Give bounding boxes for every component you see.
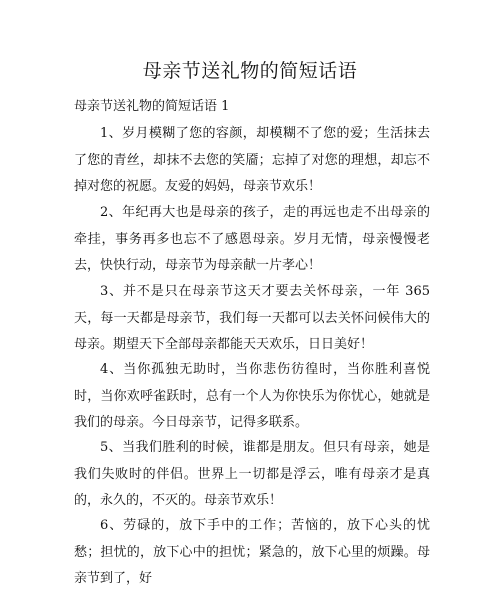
page-title: 母亲节送礼物的简短话语: [142, 60, 358, 82]
section-heading: 母亲节送礼物的简短话语 1: [74, 99, 230, 114]
paragraph-1: 1、岁月模糊了您的容颜，却模糊不了您的爱；生活抹去了您的青丝，却抹不去您的笑靥；忘掉了对您的理想，却忘不掉对您的祝愿。友爱的妈妈，母亲节欢乐！: [74, 126, 430, 194]
paragraph-2: 2、年纪再大也是母亲的孩子，走的再远也走不出母亲的牵挂，事务再多也忘不了感恩母亲。岁月无情，母亲慢慢老去，快快行动，母亲节为母亲献一片孝心！: [74, 205, 430, 273]
paragraph-3: 3、并不是只在母亲节这天才要去关怀母亲，一年 365 天，每一天都是母亲节，我们每一天都可以去关怀问候伟大的母亲。期望天下全部母亲都能天天欢乐，日日美好！: [74, 284, 430, 352]
paragraph-6: 6、劳碌的，放下手中的工作；苦恼的，放下心头的忧愁；担忧的，放下心中的担忧；紧急的，放下心里的烦躁。母亲节到了，好: [74, 518, 430, 586]
paragraph-4: 4、当你孤独无助时，当你悲伤彷徨时，当你胜利喜悦时，当你欢呼雀跃时，总有一个人为你快乐为你忧心，她就是我们的母亲。今日母亲节，记得多联系。: [74, 362, 430, 430]
paragraph-5: 5、当我们胜利的时候，谁都是朋友。但只有母亲，她是我们失败时的伴侣。世界上一切都是浮云，唯有母亲才是真的，永久的，不灭的。母亲节欢乐！: [74, 440, 430, 508]
